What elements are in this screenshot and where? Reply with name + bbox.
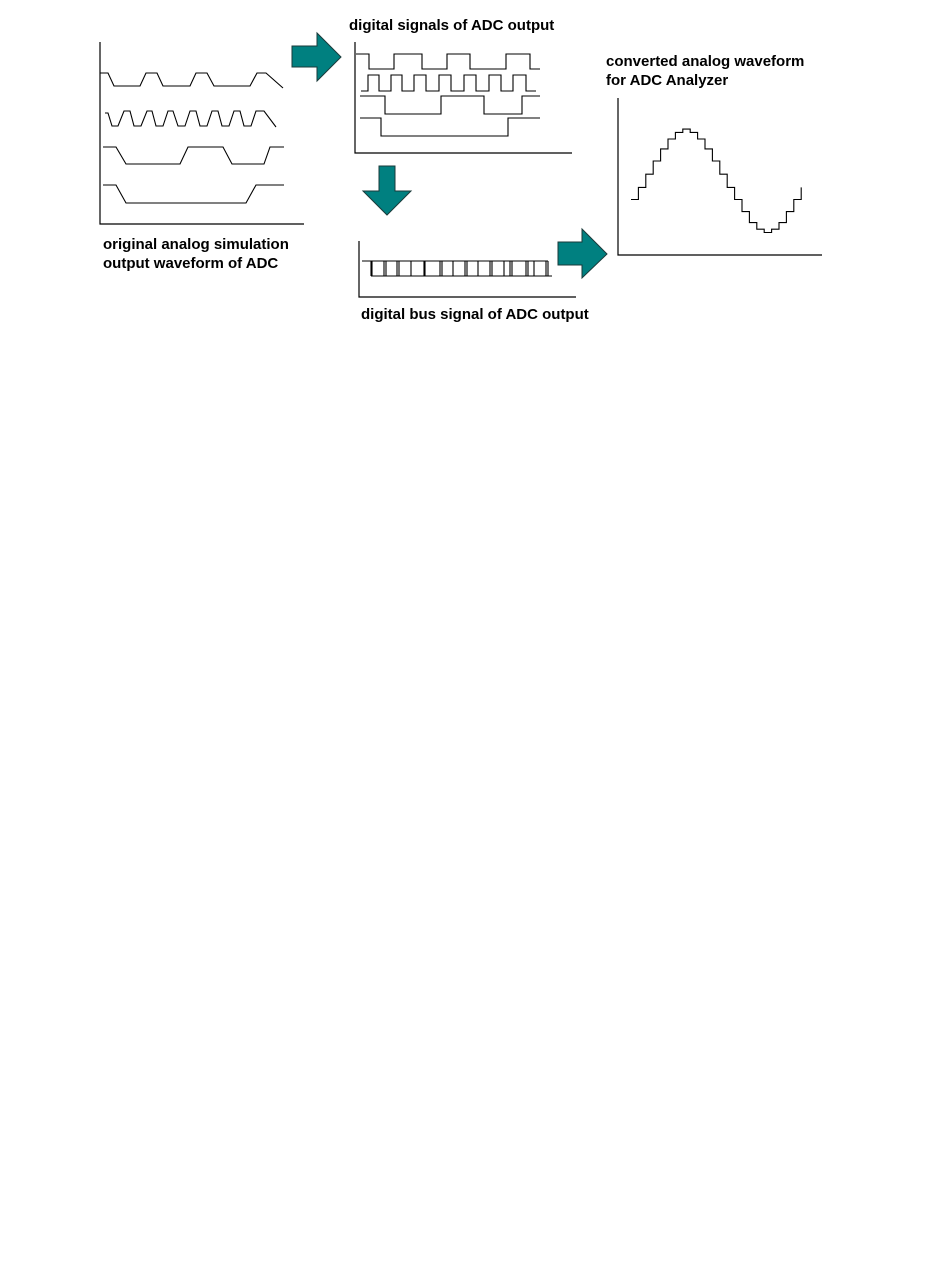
analog-wave-2 xyxy=(105,111,276,127)
converted-caption-line-2: for ADC Analyzer xyxy=(606,72,729,89)
converted-waveform-panel xyxy=(618,98,822,255)
digital-signal-2 xyxy=(361,75,536,91)
analog-waveform-panel xyxy=(100,42,304,224)
analog-caption xyxy=(103,235,289,273)
digital-bus-panel xyxy=(359,241,576,297)
analog-wave-4 xyxy=(103,185,284,203)
analog-wave-1 xyxy=(100,73,283,88)
digital-signal-1 xyxy=(356,54,540,69)
digital-signals-caption-text: digital signals of ADC output xyxy=(349,17,555,34)
diagram-canvas xyxy=(0,0,936,340)
digital-signal-3 xyxy=(360,96,540,114)
digital-signal-4 xyxy=(360,118,540,136)
converted-caption-line-1: converted analog waveform xyxy=(606,53,805,70)
adc-conversion-diagram xyxy=(0,0,936,340)
arrow-right-2-icon xyxy=(558,229,607,278)
stepped-sine-wave xyxy=(631,129,801,232)
digital-bus-caption xyxy=(361,305,589,324)
digital-signals-panel xyxy=(355,42,572,153)
bus-signal xyxy=(362,261,552,276)
analog-axes xyxy=(100,42,304,224)
arrow-down-icon xyxy=(363,166,411,215)
converted-caption xyxy=(606,52,804,90)
analog-caption-line-1: original analog simulation xyxy=(103,236,289,253)
analog-wave-3 xyxy=(103,147,284,164)
digital-bus-caption-text: digital bus signal of ADC output xyxy=(361,306,589,323)
digital-signals-caption xyxy=(349,16,554,35)
converted-axes xyxy=(618,98,822,255)
analog-caption-line-2: output waveform of ADC xyxy=(103,255,279,272)
arrow-right-1-icon xyxy=(292,33,341,81)
